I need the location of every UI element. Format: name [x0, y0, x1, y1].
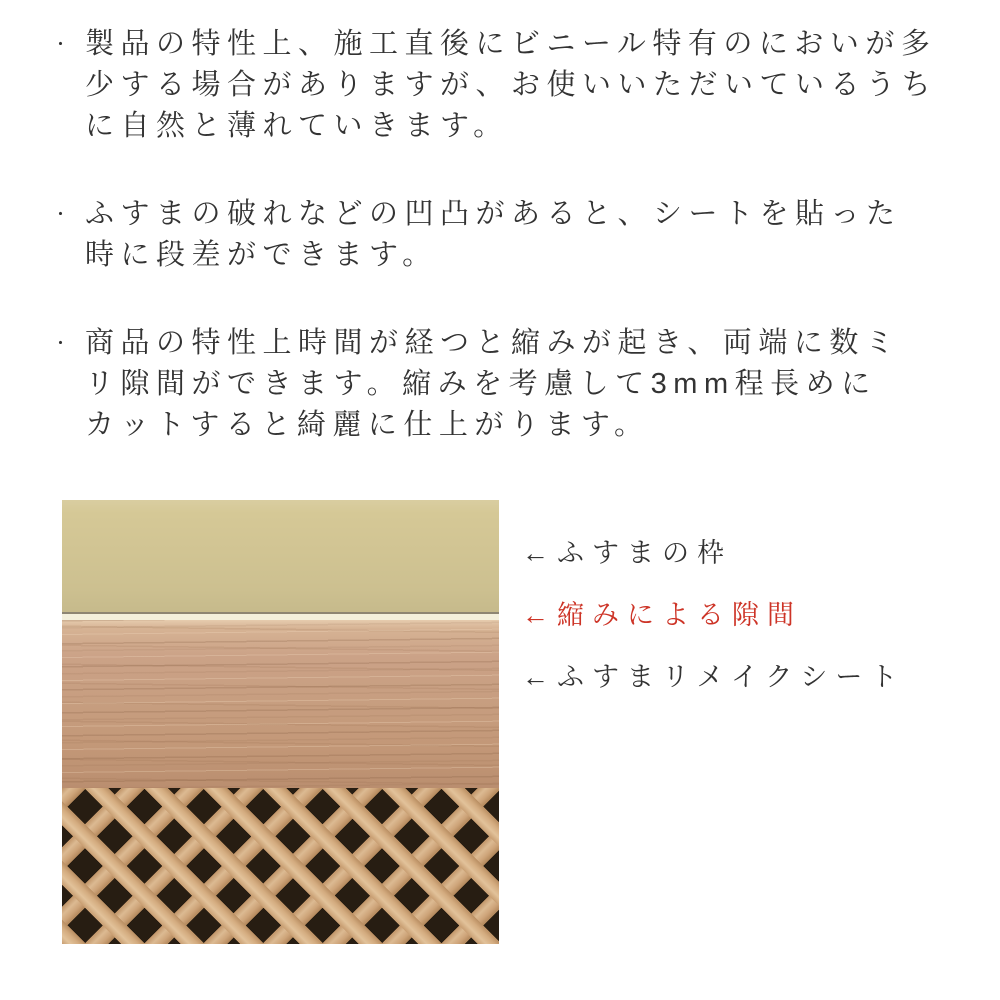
remake-sheet-band [62, 620, 499, 788]
note-line: カットすると綺麗に仕上がります。 [85, 409, 650, 441]
bullet-dot: ・ [52, 334, 69, 353]
note-line: 時に段差ができます。 [85, 239, 438, 271]
annotation-label: ふすまの枠 [557, 538, 732, 568]
note-line: 製品の特性上、施工直後にビニール特有のにおいが多 [85, 28, 937, 60]
note-line: 商品の特性上時間が経つと縮みが起き、両端に数ミ [85, 327, 901, 359]
annotation-shrink-gap [522, 598, 802, 632]
annotation-remake-sheet [522, 660, 905, 694]
annotation-label: ふすまリメイクシート [557, 662, 906, 692]
bullet-dot: ・ [52, 35, 69, 54]
left-arrow-icon: ← [522, 662, 549, 692]
note-line: リ隙間ができます。縮みを考慮して3mm程長めに [85, 368, 877, 400]
rattan-weave-band [62, 788, 499, 944]
annotation-fusuma-frame [522, 536, 732, 570]
annotation-label: 縮みによる隙間 [557, 600, 802, 630]
note-line: 少する場合がありますが、お使いいただいているうち [85, 69, 938, 101]
left-arrow-icon: ← [522, 538, 549, 568]
note-line: に自然と薄れていきます。 [85, 110, 509, 142]
left-arrow-icon: ← [522, 600, 549, 630]
fusuma-frame-band [62, 500, 499, 612]
note-line: ふすまの破れなどの凹凸があると、シートを貼った [85, 198, 902, 230]
product-photo [62, 500, 499, 944]
shrink-gap-band [62, 612, 499, 620]
bullet-dot: ・ [52, 205, 69, 224]
